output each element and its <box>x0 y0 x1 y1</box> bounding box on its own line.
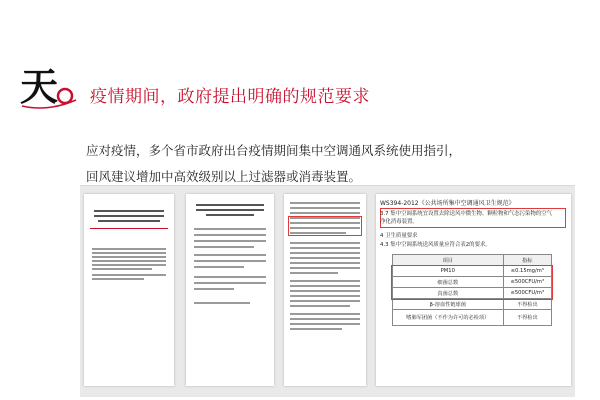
section-4-heading: 4 卫生质量要求 <box>380 233 418 239</box>
table-cell: 细菌总数 <box>393 277 504 288</box>
table-row <box>393 310 552 326</box>
table-cell: ≤500CFU/m³ <box>503 277 551 288</box>
table-header-cell: 指标 <box>503 255 551 266</box>
government-notice-thumbnail-1 <box>84 194 174 386</box>
logo-glyph: 天 <box>20 64 59 109</box>
ws394-standard-excerpt <box>376 194 571 386</box>
clause-3-7-line-1: 3.7 集中空调系统宜设置去除送风中微生物、颗粒物和气态污染物的空气 <box>380 211 553 217</box>
body-line-1: 应对疫情，多个省市政府出台疫情期间集中空调通风系统使用指引， <box>86 143 462 158</box>
brand-logo <box>18 62 80 112</box>
table-cell: 不得检出 <box>503 310 551 326</box>
guideline-thumbnail-3 <box>284 194 366 386</box>
standard-title: WS394-2012《公共场所集中空调通风卫生规范》 <box>380 200 515 207</box>
table-cell: ≤0.15mg/m³ <box>503 266 551 277</box>
table-cell: β-溶血性链球菌 <box>393 299 504 310</box>
table-header-cell: 项目 <box>393 255 504 266</box>
table-cell: 不得检出 <box>503 299 551 310</box>
body-line-2: 回风建议增加中高效级别以上过滤器或消毒装置。 <box>86 169 362 184</box>
table-row <box>393 299 552 310</box>
logo-ring-icon <box>58 89 72 103</box>
table-highlight-box <box>391 265 553 300</box>
clause-4-3: 4.3 集中空调系统送风质量应符合表2的要求。 <box>380 242 491 248</box>
document-images-strip <box>80 185 575 397</box>
clause-3-7-line-2: 净化消毒装置。 <box>380 219 418 225</box>
table-cell: 嗜肺军团菌（不作为许可的必检项） <box>393 310 504 326</box>
table-cell: ≤500CFU/m³ <box>503 288 551 299</box>
table-cell: PM10 <box>393 266 504 277</box>
table-header-row <box>393 255 552 266</box>
slide-title: 疫情期间，政府提出明确的规范要求 <box>90 87 370 107</box>
table-cell: 真菌总数 <box>393 288 504 299</box>
highlight-box <box>288 216 362 236</box>
government-notice-thumbnail-2 <box>186 194 274 386</box>
body-paragraph <box>86 138 566 190</box>
